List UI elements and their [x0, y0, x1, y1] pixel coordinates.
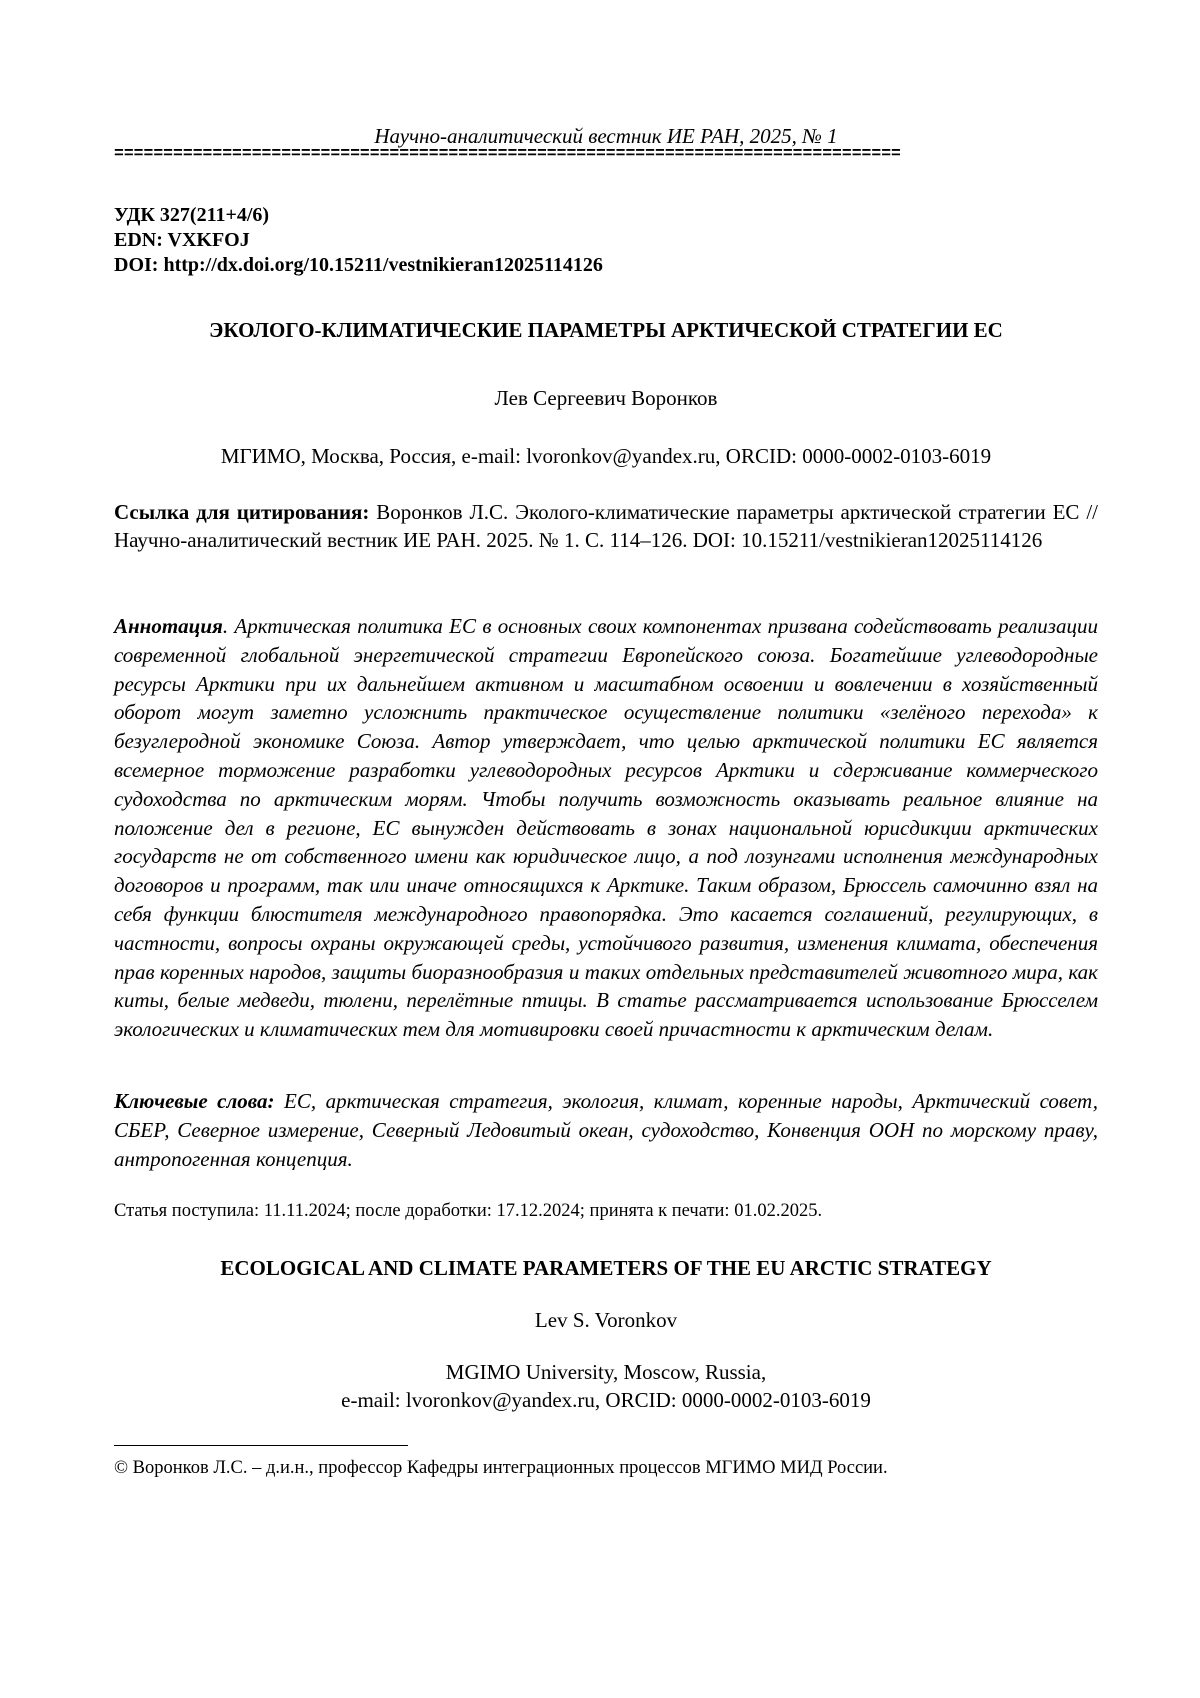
affiliation-russian: МГИМО, Москва, Россия, e-mail: lvoronkov@yandex.ru, ORCID: 0000-0002-0103-6019 — [220, 444, 992, 468]
affiliation-english-line2: e-mail: lvoronkov@yandex.ru, ORCID: 0000-0002-0103-6019 — [341, 1388, 871, 1412]
keywords-block — [114, 1087, 1098, 1173]
header-rule: ================================================================================ — [114, 144, 901, 163]
citation-label: Ссылка для цитирования: — [114, 500, 370, 524]
edn-code: EDN: VXKFOJ — [114, 229, 250, 251]
footnote-divider — [114, 1445, 408, 1446]
running-head: Научно-аналитический вестник ИЕ РАН, 2025, № 1 — [374, 124, 838, 148]
article-metadata — [114, 203, 603, 278]
citation-block — [114, 498, 1098, 554]
abstract-label: Аннотация — [114, 614, 223, 638]
affiliation-english-line1: MGIMO University, Moscow, Russia, — [445, 1360, 767, 1384]
keywords-text: ЕС, арктическая стратегия, экология, климат, коренные народы, Арктический совет, СБЕР, Северное измерение, Северный Ледовитый океан, судоходство, Конвенция ООН по морскому праву, антропогенная концепция. — [114, 1089, 1098, 1171]
abstract-text: . Арктическая политика ЕС в основных своих компонентах призвана содействовать реализации современной глобальной энергетической стратегии Европейского союза. Богатейшие углеводородные ресурсы Арктики при их дальнейшем активном и масштабном освоении и вовлечении в хозяйственный оборот могут заметно усложнить практическое осуществление политики «зелёного перехода» к безуглеродной экономике Союза. Автор утверждает, что целью арктической политики ЕС является всемерное торможение разработки углеводородных ресурсов Арктики и сдерживание коммерческого судоходства по арктическим морям. Чтобы получить возможность оказывать реальное влияние на положение дел в регионе, ЕС вынужден действовать в зонах национальной юрисдикции арктических государств не от собственного имени как юридическое лицо, а под лозунгами исполнения международных договоров и программ, так или иначе относящихся к Арктике. Таким образом, Брюссель самочинно взял на себя функции блюстителя международного правопорядка. Это касается соглашений, регулирующих, в частности, вопросы охраны окружающей среды, устойчивого развития, изменения климата, обеспечения прав коренных народов, защиты биоразнообразия и таких отдельных представителей животного мира, как киты, белые медведи, тюлени, перелётные птицы. В статье рассматривается использование Брюсселем экологических и климатических тем для мотивировки своей причастности к арктическим делам. — [114, 614, 1098, 1042]
keywords-label: Ключевые слова: — [114, 1089, 275, 1113]
affiliation-english — [114, 1358, 1098, 1414]
author-russian: Лев Сергеевич Воронков — [494, 386, 718, 410]
citation-text: Воронков Л.С. Эколого-климатические параметры арктической стратегии ЕС // Научно-аналитический вестник ИЕ РАН. 2025. № 1. С. 114–126. DOI: 10.15211/vestnikieran12025114126 — [114, 500, 1098, 552]
author-english: Lev S. Voronkov — [534, 1308, 678, 1332]
received-dates: Статья поступила: 11.11.2024; после доработки: 17.12.2024; принята к печати: 01.02.2025. — [114, 1201, 823, 1221]
abstract-block — [114, 612, 1098, 1044]
doi-link[interactable]: DOI: http://dx.doi.org/10.15211/vestnikieran12025114126 — [114, 254, 603, 276]
title-russian: ЭКОЛОГО-КЛИМАТИЧЕСКИЕ ПАРАМЕТРЫ АРКТИЧЕСКОЙ СТРАТЕГИИ ЕС — [209, 318, 1003, 342]
title-english: ECOLOGICAL AND CLIMATE PARAMETERS OF THE EU ARCTIC STRATEGY — [220, 1256, 992, 1280]
footnote: © Воронков Л.С. – д.и.н., профессор Кафедры интеграционных процессов МГИМО МИД России. — [114, 1458, 888, 1478]
udk-code: УДК 327(211+4/6) — [114, 204, 270, 226]
